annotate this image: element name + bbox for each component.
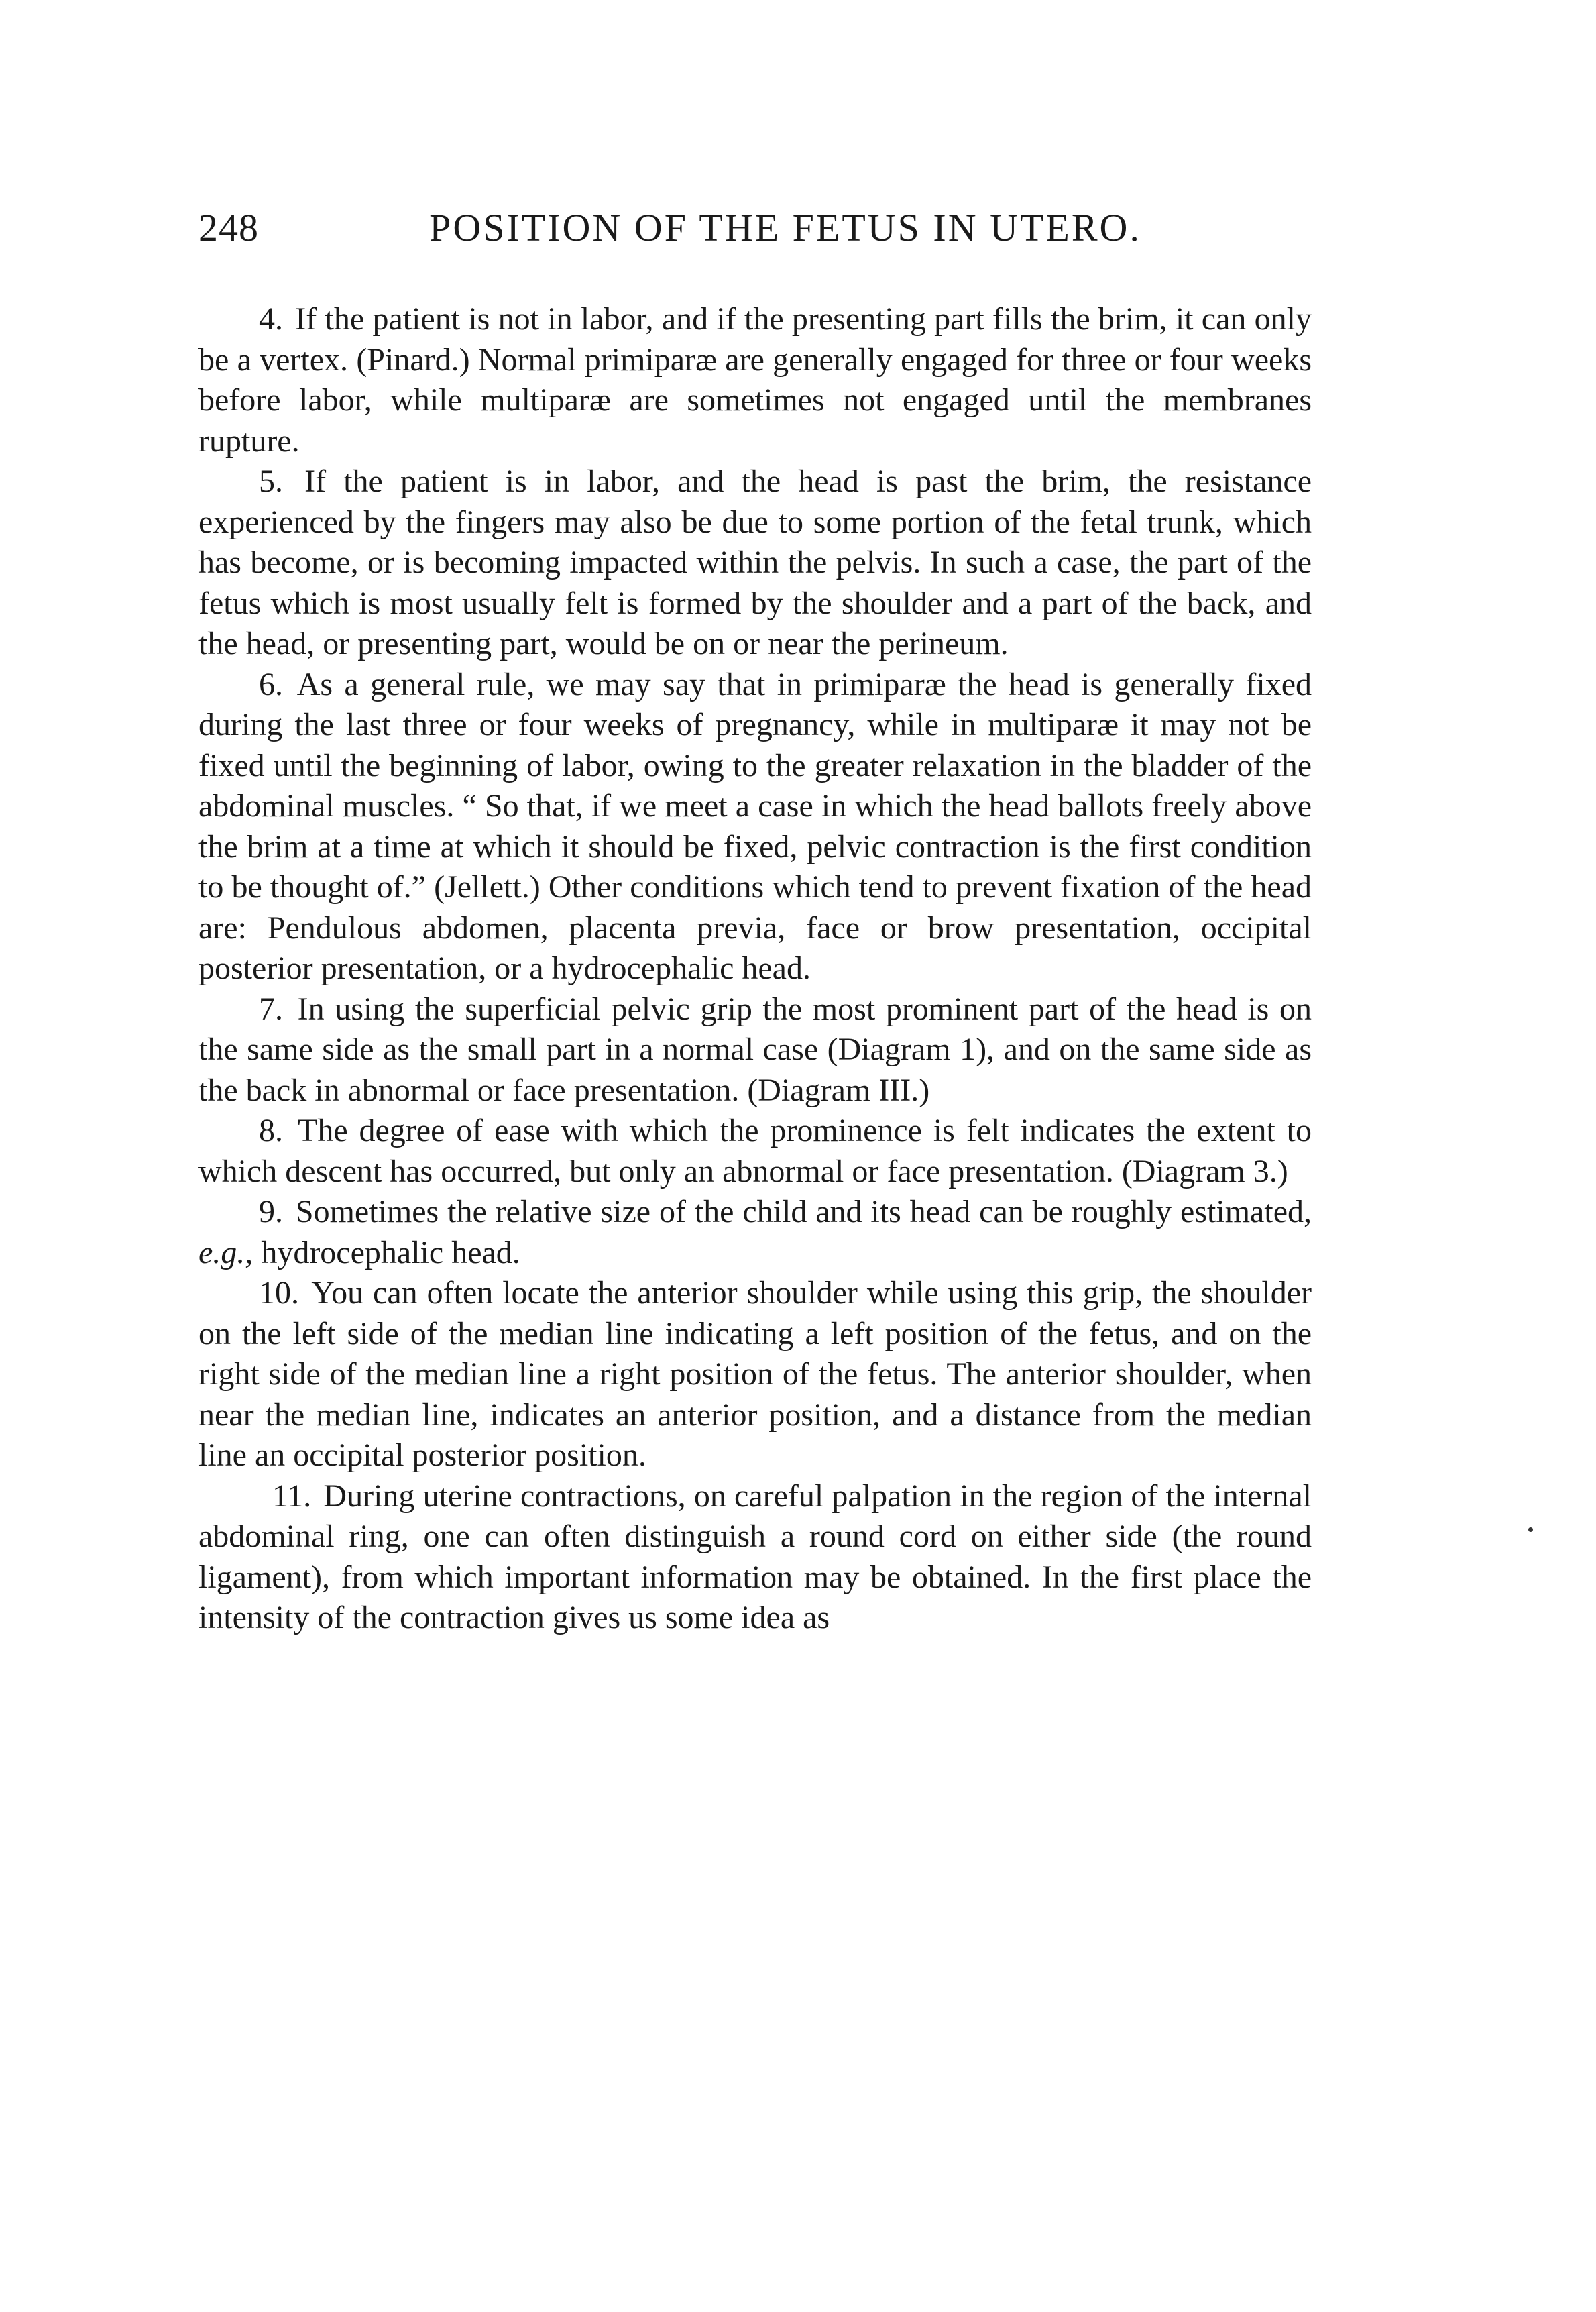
body-text: [198, 299, 1312, 1639]
paragraph-11: [198, 1476, 1312, 1639]
paragraph-number: 7.: [259, 991, 283, 1027]
paragraph-text-before: Sometimes the relative size of the child and its head can be roughly estimated,: [295, 1194, 1312, 1229]
paragraph-text: You can often locate the anterior shoulder while using this grip, the shoulder on the left side of the median line indicating a left position of the fetus, and on the right side of the median line a right position of the fetus. The anterior shoulder, when near the median line, indicates an anterior position, and a distance from the median line an occipital posterior position.: [198, 1275, 1312, 1473]
paragraph-9: [198, 1192, 1312, 1273]
paragraph-text: If the patient is not in labor, and if the presenting part fills the brim, it can only be a vertex. (Pinard.) Normal primiparæ are generally engaged for three or four weeks before labor, while multiparæ are sometimes not engaged until the membranes rupture.: [198, 301, 1312, 459]
paragraph-text-italic: e.g.,: [198, 1234, 253, 1270]
paragraph-number: 11.: [272, 1478, 312, 1514]
paragraph-7: [198, 989, 1312, 1111]
paragraph-text: If the patient is in labor, and the head is past the brim, the resistance experienced by the fingers may also be due to some portion of the fetal trunk, which has become, or is becoming impacted within the pelvis. In such a case, the part of the fetus which is most usually felt is formed by the shoulder and a part of the back, and the head, or presenting part, would be on or near the perineum.: [198, 463, 1312, 661]
paragraph-8: [198, 1111, 1312, 1192]
paragraph-number: 8.: [259, 1113, 283, 1148]
paragraph-number: 4.: [259, 301, 283, 337]
paragraph-number: 9.: [259, 1194, 283, 1229]
paragraph-6: [198, 665, 1312, 989]
paragraph-number: 5.: [259, 463, 283, 499]
paragraph-5: [198, 461, 1312, 665]
page-header: [198, 201, 1312, 255]
paragraph-10: [198, 1273, 1312, 1476]
paragraph-text: As a general rule, we may say that in primiparæ the head is generally fixed during the last three or four weeks of pregnancy, while in multiparæ it may not be fixed until the beginning of labor, owing to the greater relaxation in the bladder of the abdominal muscles. “ So that, if we meet a case in which the head ballots freely above the brim at a time at which it should be fixed, pelvic contraction is the first condition to be thought of.” (Jellett.) Other conditions which tend to prevent fixation of the head are: Pendulous abdomen, placenta previa, face or brow presentation, occipital posterior presentation, or a hydrocephalic head.: [198, 666, 1312, 986]
running-title: POSITION OF THE FETUS IN UTERO.: [429, 206, 1141, 250]
paragraph-text: The degree of ease with which the prominence is felt indicates the extent to which descent has occurred, but only an abnormal or face presentation. (Diagram 3.): [198, 1113, 1312, 1189]
paragraph-4: [198, 299, 1312, 461]
page-number: 248: [198, 206, 259, 250]
paragraph-text: During uterine contractions, on careful palpation in the region of the internal abdominal ring, one can often distinguish a round cord on either side (the round ligament), from which important information may be obtained. In the first place the intensity of the contraction gives us some idea as: [198, 1478, 1312, 1635]
paragraph-text: In using the superficial pelvic grip the most prominent part of the head is on the same side as the small part in a normal case (Diagram 1), and on the same side as the back in abnormal or face presentation. (Diagram III.): [198, 991, 1312, 1108]
margin-speck: [1528, 1527, 1533, 1532]
paragraph-number: 10.: [259, 1275, 299, 1311]
paragraph-text-after: hydrocephalic head.: [261, 1234, 520, 1270]
paragraph-number: 6.: [259, 666, 283, 702]
